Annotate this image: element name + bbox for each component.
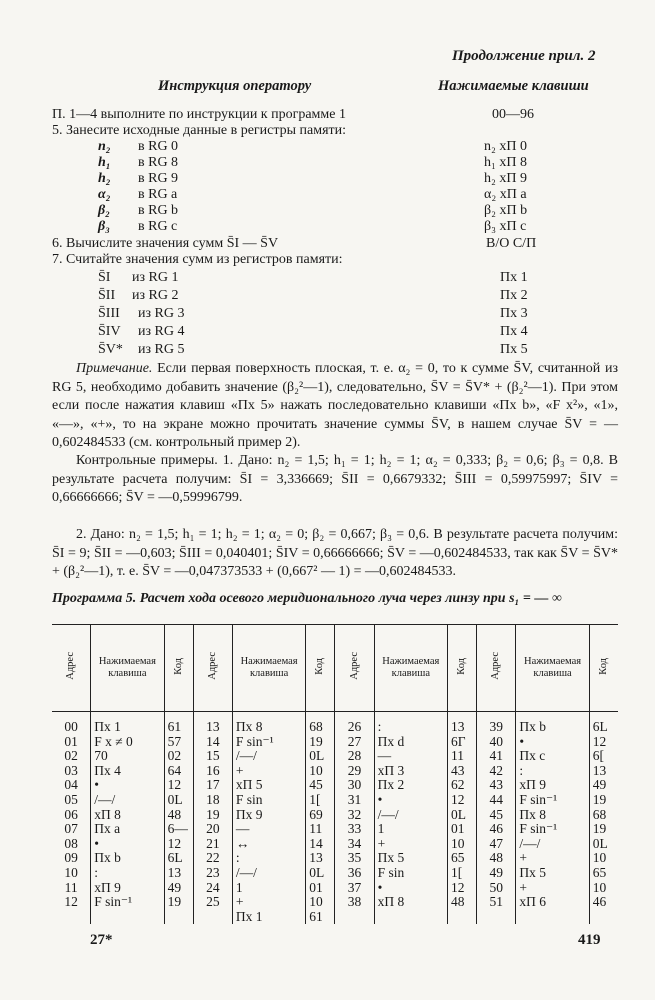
cell-address: [335, 910, 374, 925]
cell-key: +: [232, 895, 305, 910]
cell-code: 43: [448, 764, 477, 779]
cell-address: [477, 910, 516, 925]
note-paragraph: [52, 360, 618, 453]
cell-address: 17: [193, 778, 232, 793]
cell-code: 0L: [164, 793, 193, 808]
cell-code: 10: [589, 851, 618, 866]
cell-key: +: [516, 851, 589, 866]
sum-text: из RG 3: [138, 306, 185, 321]
cell-address: 18: [193, 793, 232, 808]
cell-code: 12: [448, 881, 477, 896]
cell-address: 20: [193, 822, 232, 837]
list-item: [98, 139, 178, 155]
cell-key: ↔: [232, 837, 305, 852]
var-name: β₃: [98, 219, 111, 234]
cell-key: Пх 1: [232, 910, 305, 925]
program-table: [52, 625, 618, 924]
cell-code: 12: [164, 778, 193, 793]
list-item: [98, 342, 184, 358]
cell-code: 01: [306, 881, 335, 896]
step-5: 5. Занесите исходные данные в регистры памяти:: [52, 123, 347, 138]
cell-key: 1: [232, 881, 305, 896]
var-text: в RG c: [138, 219, 178, 234]
cell-key: F x ≠ 0: [91, 735, 164, 750]
header-addr: Адрес: [206, 652, 218, 680]
cell-address: 09: [64, 850, 78, 866]
step-1-4: П. 1—4 выполните по инструкции к программе 1: [52, 107, 346, 122]
cell-key: Пх 8: [232, 712, 305, 735]
list-item: [98, 219, 177, 235]
list-item-keys: α₂ xП a: [484, 187, 527, 202]
step-6: 6. Вычислите значения сумм S̄I — S̄V: [52, 236, 279, 251]
cell-address: 48: [477, 851, 516, 866]
cell-address: 50: [477, 881, 516, 896]
list-item-keys: Пх 3: [500, 306, 528, 321]
cell-code: 0L: [448, 808, 477, 823]
cell-key: Пх 5: [374, 851, 447, 866]
cell-code: [164, 910, 193, 925]
cell-code: 19: [589, 822, 618, 837]
header-code: Код: [172, 657, 184, 675]
var-text: в RG 0: [138, 139, 179, 154]
table-row: [52, 808, 618, 823]
cell-key: :: [516, 764, 589, 779]
cell-key: /—/: [374, 808, 447, 823]
cell-key: xП 6: [516, 895, 589, 910]
cell-address: 15: [193, 749, 232, 764]
cell-code: 19: [589, 793, 618, 808]
list-item: [98, 187, 177, 203]
cell-code: 11: [306, 822, 335, 837]
cell-key: F sin: [374, 866, 447, 881]
cell-code: 12: [448, 793, 477, 808]
cell-code: 61: [164, 712, 193, 735]
var-text: в RG a: [138, 187, 178, 202]
cell-address: 42: [477, 764, 516, 779]
cell-address: 13: [193, 712, 232, 735]
cell-key: xП 8: [91, 808, 164, 823]
cell-code: 13: [164, 866, 193, 881]
cell-key: F sin⁻¹: [516, 793, 589, 808]
table-row: [52, 712, 618, 735]
var-text: в RG b: [138, 203, 179, 218]
cell-address: 14: [193, 735, 232, 750]
signature-mark: 27*: [90, 932, 113, 948]
cell-key: /—/: [516, 837, 589, 852]
sum-name: S̄III: [98, 306, 120, 321]
cell-address: [52, 910, 91, 925]
cell-key: /—/: [91, 793, 164, 808]
cell-key: —: [232, 822, 305, 837]
cell-address: 22: [193, 851, 232, 866]
sum-name: S̄II: [98, 288, 116, 303]
cell-address: 06: [64, 806, 78, 822]
cell-code: 19: [306, 735, 335, 750]
cell-address: 08: [64, 835, 78, 851]
cell-key: :: [91, 866, 164, 881]
cell-key: [374, 910, 447, 925]
header-key: Нажимаемая клавиша: [98, 656, 156, 679]
cell-key: 70: [91, 749, 164, 764]
header-key: Нажимаемая клавиша: [382, 656, 440, 679]
cell-address: 35: [335, 851, 374, 866]
column-title-keys: Нажимаемые клавиши: [438, 78, 589, 94]
page-number: 419: [578, 932, 601, 948]
cell-code: 45: [306, 778, 335, 793]
table-header-row: [52, 625, 618, 712]
list-item: [98, 155, 178, 171]
cell-code: 0L: [306, 749, 335, 764]
cell-address: 47: [477, 837, 516, 852]
cell-address: 38: [335, 895, 374, 910]
cell-key: Пх c: [516, 749, 589, 764]
cell-key: Пх 5: [516, 866, 589, 881]
cell-key: +: [516, 881, 589, 896]
header-addr: Адрес: [65, 652, 77, 680]
header-code: Код: [456, 657, 468, 675]
cell-address: 01: [64, 733, 78, 749]
list-item-keys: h₂ xП 9: [484, 171, 527, 186]
cell-address: 02: [64, 748, 78, 764]
cell-key: xП 3: [374, 764, 447, 779]
header-key: Нажимаемая клавиша: [524, 656, 582, 679]
cell-key: F sin⁻¹: [91, 895, 164, 910]
cell-address: 27: [335, 735, 374, 750]
cell-key: [516, 910, 589, 925]
list-item-keys: Пх 1: [500, 270, 528, 285]
cell-key: Пх 8: [516, 808, 589, 823]
header-code: Код: [597, 657, 609, 675]
cell-address: 05: [64, 791, 78, 807]
list-item: [98, 306, 184, 322]
list-item: [98, 324, 184, 340]
list-item: [98, 203, 178, 219]
table-row: [52, 895, 618, 910]
cell-key: :: [232, 851, 305, 866]
note-text: Если первая поверхность плоская, т. е. α₂ = 0, то к сумме S̄V, считанной из RG 5, необходимо добавить значение (β₂²—1), следовательно, S̄V = S̄V* + (β₂²—1). При этом если после нажатия клавиш «Пх 5» нажать последовательно клавиши «Пх b», «F x²», «1», «—», «+», то на экране можно прочитать значение суммы S̄V, в нашем случае S̄V = —0,602484533 (см. контрольный пример 2).: [52, 361, 618, 450]
cell-address: [193, 910, 232, 925]
cell-key: /—/: [232, 749, 305, 764]
cell-address: 00: [64, 719, 78, 734]
cell-code: 6Г: [448, 735, 477, 750]
cell-code: 10: [589, 881, 618, 896]
cell-key: F sin⁻¹: [232, 735, 305, 750]
header-code: Код: [314, 657, 326, 675]
cell-code: 68: [306, 712, 335, 735]
cell-code: 0L: [306, 866, 335, 881]
cell-key: F sin⁻¹: [516, 822, 589, 837]
cell-address: 44: [477, 793, 516, 808]
list-item-keys: Пх 2: [500, 288, 528, 303]
list-item: [98, 171, 178, 187]
cell-code: 0L: [589, 837, 618, 852]
cell-address: 34: [335, 837, 374, 852]
header-key: Нажимаемая клавиша: [240, 656, 298, 679]
cell-address: 32: [335, 808, 374, 823]
cell-address: 49: [477, 866, 516, 881]
cell-key: +: [232, 764, 305, 779]
cell-key: xП 5: [232, 778, 305, 793]
cell-code: 68: [589, 808, 618, 823]
cell-address: 41: [477, 749, 516, 764]
program-caption: Программа 5. Расчет хода осевого меридионального луча через линзу при s₁ = — ∞: [52, 591, 562, 606]
header-addr: Адрес: [348, 652, 360, 680]
cell-code: 57: [164, 735, 193, 750]
cell-address: 19: [193, 808, 232, 823]
cell-code: 14: [306, 837, 335, 852]
cell-address: 21: [193, 837, 232, 852]
sum-name: S̄V*: [98, 342, 123, 357]
cell-key: +: [374, 837, 447, 852]
cell-key: Пх 9: [232, 808, 305, 823]
cell-address: 31: [335, 793, 374, 808]
cell-code: 48: [164, 808, 193, 823]
cell-code: 6L: [164, 851, 193, 866]
cell-code: 46: [589, 895, 618, 910]
cell-key: Пх 2: [374, 778, 447, 793]
cell-key: Пх d: [374, 735, 447, 750]
step-6-keys: В/О С/П: [486, 236, 537, 251]
cell-code: 65: [589, 866, 618, 881]
cell-address: 36: [335, 866, 374, 881]
cell-address: 16: [193, 764, 232, 779]
cell-address: 25: [193, 895, 232, 910]
cell-code: 10: [448, 837, 477, 852]
step-1-4-keys: 00—96: [492, 107, 534, 122]
cell-address: 40: [477, 735, 516, 750]
var-name: α₂: [98, 187, 111, 202]
cell-key: •: [374, 793, 447, 808]
cell-code: 02: [164, 749, 193, 764]
cell-address: 10: [64, 864, 78, 880]
cell-address: 45: [477, 808, 516, 823]
list-item-keys: Пх 4: [500, 324, 528, 339]
cell-key: xП 9: [516, 778, 589, 793]
cell-code: 6—: [164, 822, 193, 837]
var-text: в RG 9: [138, 171, 179, 186]
sum-text: из RG 1: [132, 270, 179, 285]
list-item-keys: n₂ xП 0: [484, 139, 527, 154]
table-row: [52, 837, 618, 852]
cell-address: 03: [64, 762, 78, 778]
table-row: [52, 764, 618, 779]
cell-code: 64: [164, 764, 193, 779]
cell-key: Пх a: [91, 822, 164, 837]
cell-code: 13: [448, 712, 477, 735]
program-table-body: [52, 712, 618, 925]
var-name: h₁: [98, 155, 111, 170]
cell-key: •: [91, 837, 164, 852]
header-addr: Адрес: [490, 652, 502, 680]
cell-key: xП 9: [91, 881, 164, 896]
cell-address: 04: [64, 777, 78, 793]
cell-code: 10: [306, 895, 335, 910]
var-text: в RG 8: [138, 155, 179, 170]
var-name: n₂: [98, 139, 111, 154]
cell-address: 26: [335, 712, 374, 735]
cell-key: Пх b: [516, 712, 589, 735]
var-name: β₂: [98, 203, 111, 218]
control-example-2: 2. Дано: n₂ = 1,5; h₁ = 1; h₂ = 1; α₂ = 0; β₂ = 0,667; β₃ = 0,6. В результате расчета получим: S̄I = 9; S̄II = —0,603; S̄III = 0,040401; S̄IV = 0,66666666; S̄V = —0,602484533, так как S̄V = S̄V* + (β₂²—1), т. е. S̄V = —0,047373533 + (0,667² — 1) = —0,602484533.: [52, 527, 618, 579]
list-item-keys: β₂ xП b: [484, 203, 528, 218]
continuation-header: Продолжение прил. 2: [452, 48, 596, 64]
cell-code: 65: [448, 851, 477, 866]
cell-key: •: [374, 881, 447, 896]
cell-code: 49: [589, 778, 618, 793]
cell-address: 29: [335, 764, 374, 779]
cell-address: 33: [335, 822, 374, 837]
cell-code: 12: [164, 837, 193, 852]
note-label: Примечание.: [76, 361, 153, 376]
var-name: h₂: [98, 171, 111, 186]
cell-code: 6L: [589, 712, 618, 735]
cell-key: [91, 910, 164, 925]
cell-key: xП 8: [374, 895, 447, 910]
cell-code: 13: [589, 764, 618, 779]
cell-address: 24: [193, 881, 232, 896]
cell-code: 6[: [589, 749, 618, 764]
cell-code: 13: [306, 851, 335, 866]
cell-address: 51: [477, 895, 516, 910]
cell-code: 19: [164, 895, 193, 910]
sum-name: S̄IV: [98, 324, 121, 339]
cell-code: 10: [306, 764, 335, 779]
sum-name: S̄I: [98, 270, 111, 285]
cell-address: 37: [335, 881, 374, 896]
cell-code: 62: [448, 778, 477, 793]
cell-address: 11: [64, 879, 78, 895]
list-item-keys: β₃ xП c: [484, 219, 527, 234]
cell-code: 48: [448, 895, 477, 910]
cell-address: 46: [477, 822, 516, 837]
cell-key: —: [374, 749, 447, 764]
cell-address: 07: [64, 821, 78, 837]
table-row: [52, 881, 618, 896]
table-row: [52, 749, 618, 764]
list-item: [98, 270, 178, 286]
cell-code: 12: [589, 735, 618, 750]
list-item-keys: h₁ xП 8: [484, 155, 527, 170]
cell-code: 1[: [306, 793, 335, 808]
table-row: [52, 822, 618, 837]
cell-key: •: [516, 735, 589, 750]
cell-address: 23: [193, 866, 232, 881]
cell-code: 61: [306, 910, 335, 925]
cell-address: 12: [64, 894, 78, 910]
sum-text: из RG 4: [138, 324, 185, 339]
cell-code: [448, 910, 477, 925]
cell-key: Пх b: [91, 851, 164, 866]
cell-code: 01: [448, 822, 477, 837]
cell-address: 28: [335, 749, 374, 764]
cell-address: 30: [335, 778, 374, 793]
cell-key: Пх 1: [91, 712, 164, 735]
cell-code: [589, 910, 618, 925]
cell-key: 1: [374, 822, 447, 837]
step-7: 7. Считайте значения сумм из регистров памяти:: [52, 252, 343, 267]
cell-key: F sin: [232, 793, 305, 808]
column-title-instructions: Инструкция оператору: [158, 78, 312, 94]
cell-key: :: [374, 712, 447, 735]
cell-key: •: [91, 778, 164, 793]
cell-code: 11: [448, 749, 477, 764]
sum-text: из RG 5: [138, 342, 185, 357]
table-row: [52, 851, 618, 866]
list-item-keys: Пх 5: [500, 342, 528, 357]
cell-address: 43: [477, 778, 516, 793]
control-example-1: Контрольные примеры. 1. Дано: n₂ = 1,5; h₁ = 1; h₂ = 1; α₂ = 0,333; β₂ = 0,6; β₃ = 0,8. В результате расчета получим: S̄I = 3,336669; S̄II = 0,6679332; S̄III = 0,59975997; S̄IV = 0,66666666; S̄V = —0,59996799.: [52, 453, 618, 505]
sum-text: из RG 2: [132, 288, 179, 303]
cell-address: 39: [477, 712, 516, 735]
cell-key: /—/: [232, 866, 305, 881]
cell-code: 1[: [448, 866, 477, 881]
table-row: [52, 778, 618, 793]
table-row: [52, 910, 618, 925]
table-row: [52, 793, 618, 808]
list-item: [98, 288, 178, 304]
cell-code: 69: [306, 808, 335, 823]
table-row: [52, 735, 618, 750]
cell-code: 49: [164, 881, 193, 896]
cell-key: Пх 4: [91, 764, 164, 779]
table-row: [52, 866, 618, 881]
